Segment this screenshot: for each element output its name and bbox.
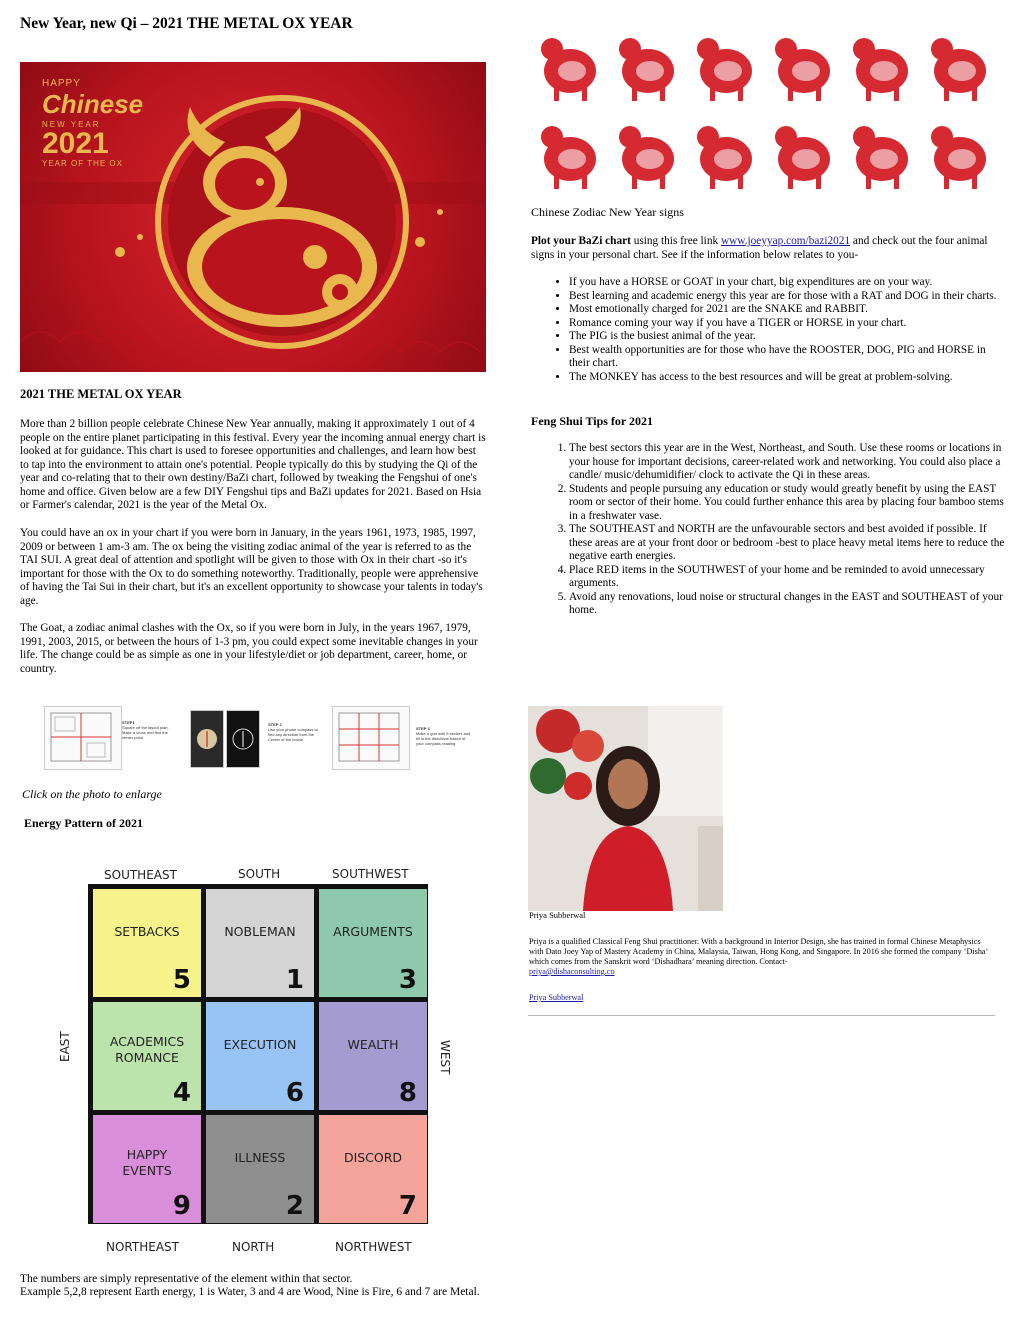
grid-cell-label: ILLNESS [234,1150,286,1165]
compass-thumbnail-1[interactable] [190,710,224,768]
grid-cell-3 [319,889,427,997]
rabbit-icon [775,38,830,101]
bazi-intro [531,235,991,262]
grid-cell-6 [319,1002,427,1110]
horse-icon [541,126,596,189]
compass-dial-icon [227,711,259,767]
grid-cell-label: DISCORD [343,1150,403,1165]
floorplan-thumbnail-1[interactable] [44,706,122,770]
tips-heading: Feng Shui Tips for 2021 [531,414,654,428]
step-3-title: STEP 3 [416,726,430,731]
grid-cell-number: 6 [285,1078,304,1108]
grid-cell-9 [319,1115,427,1223]
step-1-caption [122,720,170,740]
list-item: • Best learning and academic energy this year are for those with a RAT and DOG in their charts. [569,290,1009,304]
bazi-intro-rest: and check out the four animal signs in your personal chart. See if the information below relates to you- [531,235,988,261]
grid-cell-number: 1 [285,965,304,995]
monkey-icon [697,126,752,189]
hero-line-newyear: NEW YEAR [42,120,101,129]
label-north: NORTH [232,1240,275,1254]
floorplan-thumbnail-2[interactable] [332,706,410,770]
grid-cell-5 [206,1002,314,1110]
zodiac-caption: Chinese Zodiac New Year signs [531,205,684,219]
article-paragraph-3: The Goat, a zodiac animal clashes with the Ox, so if you were born in July, in the years 1967, 1979, 1991, 2003, 2015, or between the hours of 1-3 pm, you could expect some inevitable changes in your life. The change could be as simple as one in your lifestyle/diet or job department, career, home, or country. [20,622,478,675]
step-2-title: STEP 2 [268,722,282,727]
author-photo[interactable] [528,706,723,911]
grid-cell-2 [206,889,314,997]
label-west: WEST [438,1040,452,1075]
author-link-wrap [529,993,583,1003]
list-item: • The MONKEY has access to the best resources and will be great at problem-solving. [569,371,1009,385]
hero-greeting [42,78,143,168]
tips-list [531,442,1009,618]
grid-notes [20,1273,500,1299]
zodiac-signs-image[interactable] [535,25,995,195]
enlarge-caption: Click on the photo to enlarge [22,787,162,801]
step-2-caption [268,722,322,742]
page-title: New Year, new Qi – 2021 THE METAL OX YEAR [20,15,353,32]
bazi-intro-bold: Plot your BaZi chart [531,235,631,247]
step-1-text: Square off the layout plan. Make a cross and find the center point. [122,725,169,740]
label-southeast: SOUTHEAST [104,868,177,882]
article-paragraph-1: More than 2 billion people celebrate Chinese New Year annually, making it approximately 1 out of 4 people on the entire planet participating in this festival. Every year the incoming annual energy chart is looked at for guidance. This chart is used to foresee opportunities and challenges, and learn how best to tap into the environment to attain one's potential. People typically do this by studying the Qi of the year and co-relating that to their own destiny/BaZi chart, followed by tweaking the Fengshui of one's home and office. Given below are a few DIY Fengshui tips and BaZi updates for 2021. Based on Hsia or Farmer's calendar, 2021 is the year of the Metal Ox. [20,418,486,511]
list-item: 5. Avoid any renovations, loud noise or structural changes in the EAST and SOUTHEAST of your home. [569,591,1009,618]
list-item: 4. Place RED items in the SOUTHWEST of your home and be reminded to avoid unnecessary arguments. [569,564,1009,591]
label-east: EAST [58,1031,72,1062]
compass-thumbnail-2[interactable] [226,710,260,768]
list-item: • Romance coming your way if you have a TIGER or HORSE in your chart. [569,317,1009,331]
grid-note-1: The numbers are simply representative of the element within that sector. [20,1273,353,1285]
divider [528,1015,995,1016]
energy-heading: Energy Pattern of 2021 [24,816,143,830]
snake-icon [931,38,986,101]
hero-line-year: 2021 [42,127,109,160]
author-portrait [528,706,723,911]
grid-cell-label: WEALTH [347,1037,399,1052]
floorplan-icon [45,707,121,769]
bazi-link[interactable]: www.joeyyap.com/bazi2021 [720,235,851,247]
tiger-icon [697,38,752,101]
author-profile-link[interactable]: Priya Subberwal [529,993,584,1002]
compass-icon [191,711,223,767]
hero-line-ox: YEAR OF THE OX [42,159,123,168]
floorplan-grid-icon [333,707,409,769]
label-southwest: SOUTHWEST [332,867,409,881]
step-3-text: Make a grid with 9 sectors and fill in the directions based of your compass reading [416,731,471,746]
author-bio-text: Priya is a qualified Classical Feng Shui practitioner. With a background in Interior Design, she has trained in formal Chinese Metaphysics with Dato Joey Yap of Mastery Academy in China, Malaysia, Taiwan, Hong Kong, and Singapore. In 2016 she formed the company ‘Disha’ which comes from the Sanskrit word ‘Dishadhara’ meaning direction. Contact- [529,937,988,966]
grid-cell-number: 3 [398,965,417,995]
label-northeast: NORTHEAST [106,1240,179,1254]
bazi-bullet-list [531,276,1009,384]
grid-cell-label: EXECUTION [223,1037,297,1052]
grid-cell-label: HAPPY EVENTS [122,1147,172,1178]
energy-grid [88,884,428,1224]
list-item: 2. Students and people pursuing any education or study would greatly benefit by using the EAST room or sector of their home. You could further enhance this area by placing four bamboo stems in a freshwater vase. [569,483,1009,524]
grid-cell-label: NOBLEMAN [224,924,296,939]
list-item: 3. The SOUTHEAST and NORTH are the unfavourable sectors and best avoided if possible. If these areas are at your front door or bedroom -best to place heavy metal items here to reduce the negative earth energies. [569,523,1009,564]
author-caption: Priya Subberwal [529,910,586,920]
list-item: • The PIG is the busiest animal of the year. [569,330,1009,344]
author-bio [529,937,997,977]
list-item: • If you have a HORSE or GOAT in your chart, big expenditures are on your way. [569,276,1009,290]
step-3-caption [416,726,472,746]
goat-icon [619,126,674,189]
step-1-title: STEP1 [122,720,135,725]
dragon-icon [853,38,908,101]
grid-cell-7 [93,1115,201,1223]
grid-cell-number: 2 [285,1191,304,1221]
list-item: • Best wealth opportunities are for those who have the ROOSTER, DOG, PIG and HORSE in their chart. [569,344,1009,371]
grid-cell-4 [93,1002,201,1110]
rat-icon [541,38,596,101]
hero-line-happy: HAPPY [42,78,81,89]
list-item: • Most emotionally charged for 2021 are the SNAKE and RABBIT. [569,303,1009,317]
pig-icon [931,126,986,189]
hero-line-chinese: Chinese [42,89,144,119]
grid-cell-label: ACADEMICS ROMANCE [109,1034,185,1065]
grid-cell-label: ARGUMENTS [333,924,413,939]
article-paragraph-2: You could have an ox in your chart if you were born in January, in the years 1961, 1973, 1985, 1997, 2009 or between 1 am-3 am. The ox being the visiting zodiac animal of the year is referred to as the TAI SUI. A great deal of attention and spotlight will be given to those with Ox in their chart -so it's important for those with the Ox to do something noteworthy. Traditionally, people were apprehensive of having the Tai Sui in their chart, but it's an excellent opportunity to showcase your talents in today's age. [20,527,483,607]
grid-cell-number: 5 [172,965,191,995]
ox-icon [619,38,674,101]
bazi-intro-mid: using this free link [630,235,721,247]
grid-cell-number: 8 [398,1078,417,1108]
grid-note-2: Example 5,2,8 represent Earth energy, 1 is Water, 3 and 4 are Wood, Nine is Fire, 6 and 7 are Metal. [20,1286,480,1298]
grid-cell-number: 4 [172,1078,191,1108]
grid-cell-8 [206,1115,314,1223]
grid-cell-1 [93,889,201,997]
grid-cell-number: 7 [398,1191,417,1221]
article-heading: 2021 THE METAL OX YEAR [20,387,182,401]
label-south: SOUTH [238,867,281,881]
hero-image[interactable] [20,62,486,372]
grid-cell-number: 9 [172,1191,191,1221]
author-email-link[interactable]: priya@dishaconsulting.co [529,967,615,976]
list-item: 1. The best sectors this year are in the West, Northeast, and South. Use these rooms or locations in your house for important decisions, career-related work and networking. You could also place a candle/ music/dehumidifier/ clock to activate the Qi in these areas. [569,442,1009,483]
label-northwest: NORTHWEST [335,1240,412,1254]
step-2-text: Use your phone compass to find any direction from the Center of the house [268,727,318,742]
dog-icon [853,126,908,189]
rooster-icon [775,126,830,189]
grid-cell-label: SETBACKS [114,924,180,939]
